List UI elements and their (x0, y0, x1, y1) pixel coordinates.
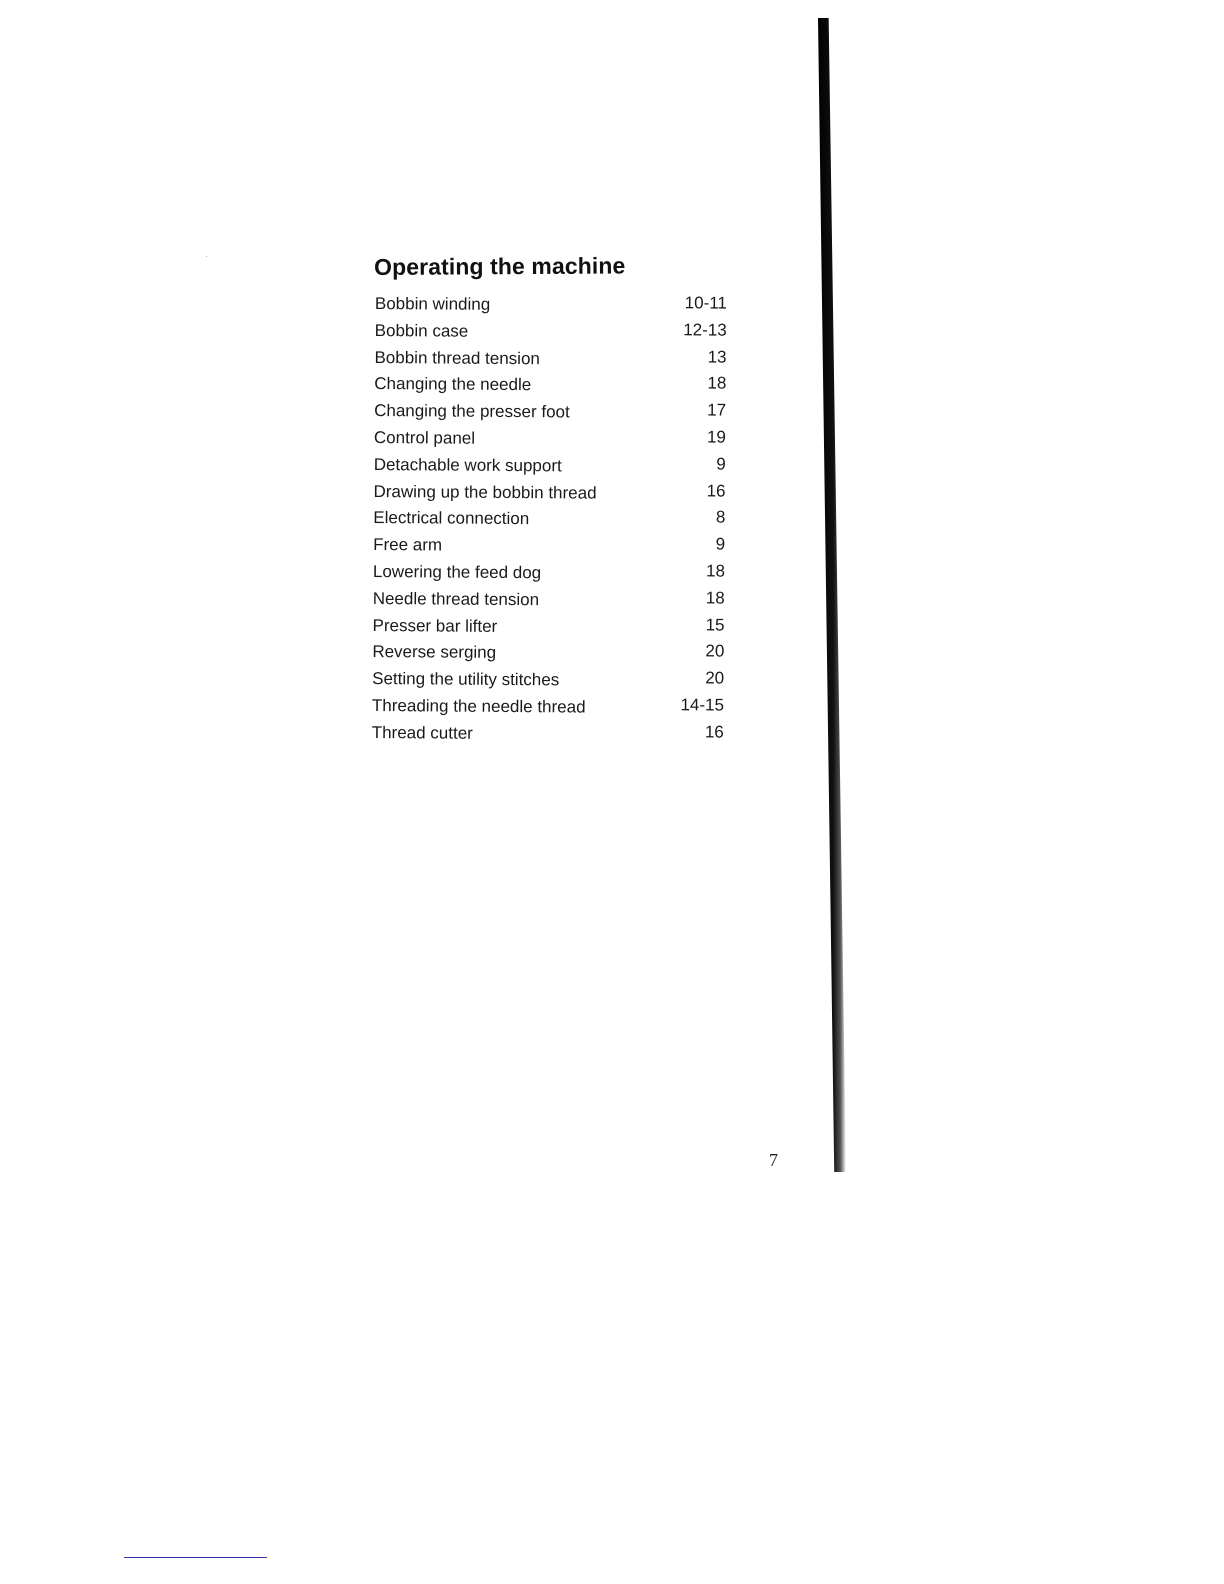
toc-entry-label: Changing the needle (374, 374, 532, 395)
toc-entry (373, 559, 733, 588)
toc-entry-page: 18 (707, 373, 727, 393)
toc-entry-label: Control panel (373, 427, 476, 448)
section-title: Operating the machine (374, 252, 626, 280)
toc-list (372, 291, 735, 749)
toc-entry-label: Bobbin winding (374, 293, 491, 314)
toc-entry (374, 345, 734, 374)
toc-entry-label: Drawing up the bobbin thread (373, 481, 597, 503)
toc-entry-page: 12-13 (683, 320, 727, 340)
toc-entry (374, 398, 734, 427)
toc-entry-label: Presser bar lifter (372, 615, 498, 636)
toc-entry (372, 693, 732, 722)
toc-entry-page: 18 (705, 588, 725, 608)
toc-entry-page: 19 (706, 427, 727, 447)
thumb-index-bar (818, 18, 846, 1172)
toc-entry (372, 639, 732, 668)
toc-entry-page: 16 (706, 481, 726, 501)
toc-entry (373, 505, 733, 534)
toc-entry (372, 720, 732, 749)
toc-entry-page: 18 (705, 561, 726, 581)
scan-speck (206, 256, 207, 257)
toc-entry (375, 291, 735, 320)
toc-entry-page: 10-11 (684, 293, 727, 313)
toc-entry-label: Bobbin thread tension (374, 347, 540, 368)
toc-entry-label: Reverse serging (372, 642, 497, 663)
toc-entry (374, 425, 734, 454)
toc-entry-page: 17 (707, 400, 727, 420)
toc-entry-page: 9 (715, 534, 726, 554)
toc-entry-label: Setting the utility stitches (372, 669, 560, 690)
toc-entry-label: Thread cutter (371, 722, 473, 743)
toc-entry-page: 13 (707, 347, 727, 367)
toc-entry-page: 16 (704, 722, 724, 742)
toc-entry-label: Detachable work support (373, 454, 562, 476)
toc-entry-page: 20 (705, 641, 725, 661)
toc-entry-label: Bobbin case (374, 320, 469, 341)
toc-entry (374, 452, 734, 481)
toc-entry-label: Needle thread tension (372, 588, 540, 609)
toc-entry (372, 666, 732, 695)
toc-entry-page: 14-15 (680, 695, 725, 715)
toc-entry-label: Free arm (373, 535, 443, 555)
toc-entry (372, 613, 732, 642)
toc-entry-page: 20 (705, 668, 725, 688)
page-number: 7 (769, 1150, 778, 1170)
toc-entry (373, 532, 733, 561)
toc-entry-page: 8 (715, 507, 726, 527)
toc-entry-page: 15 (705, 614, 725, 635)
toc-entry-label: Lowering the feed dog (372, 561, 542, 583)
toc-entry-label: Electrical connection (373, 508, 530, 529)
bottom-rule (124, 1557, 267, 1558)
toc-entry (373, 479, 733, 508)
toc-entry-label: Changing the presser foot (374, 401, 570, 422)
toc-entry (374, 371, 734, 400)
toc-entry-page: 9 (716, 454, 726, 474)
toc-entry (375, 318, 735, 347)
toc-entry-label: Threading the needle thread (371, 695, 586, 717)
toc-entry (373, 586, 733, 615)
